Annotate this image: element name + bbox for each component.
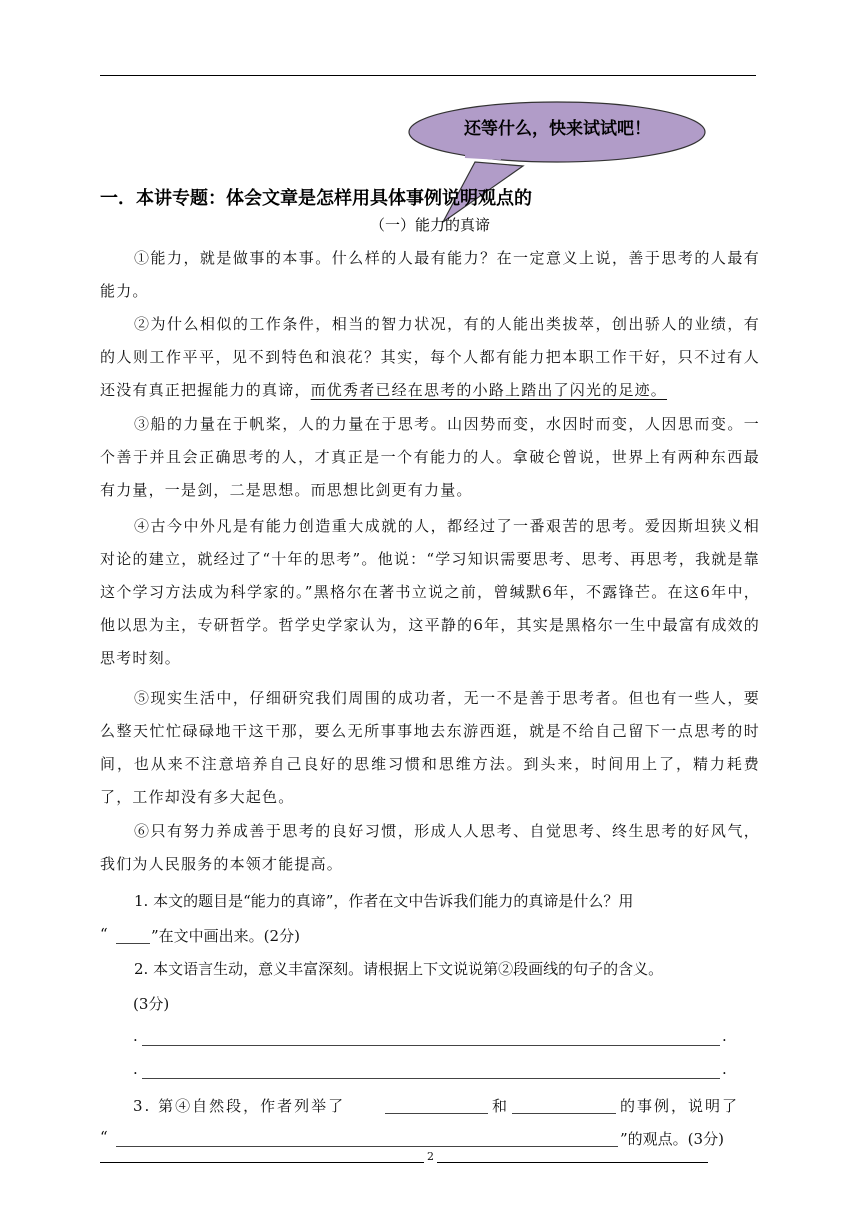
paragraph-5: ⑤现实生活中，仔细研究我们周围的成功者，无一不是善于思考者。但也有一些人，要么整天忙忙碌碌地干这干那，要么无所事事地去东游西逛，就是不给自己留下一点思考的时间，也从来不注意培养自己良好的思维习惯和思维方法。到头来，时间用上了，精力耗费了，工作却没有多大起色。	[100, 689, 760, 806]
paragraph-1: ①能力，就是做事的本事。什么样的人最有能力？在一定意义上说，善于思考的人最有能力。	[100, 249, 760, 300]
answer-line-2-dot: .	[133, 1060, 138, 1078]
question-3-and: 和	[492, 1097, 508, 1115]
answer-line-1[interactable]	[142, 1045, 720, 1046]
footer-rule	[100, 1162, 708, 1163]
question-1-open-quote: “	[100, 925, 108, 943]
answer-line-1-end-dot: .	[722, 1027, 727, 1045]
question-3-blank-2[interactable]	[512, 1113, 616, 1114]
question-1-line1: 1. 本文的题目是“能力的真谛”，作者在文中告诉我们能力的真谛是什么？用	[134, 892, 634, 910]
question-3-blank-3[interactable]	[116, 1146, 618, 1147]
paragraph-2-underlined-sentence: 而优秀者已经在思考的小路上踏出了闪光的足迹。	[310, 381, 668, 399]
paragraph-4: ④古今中外凡是有能力创造重大成就的人，都经过了一番艰苦的思考。爱因斯坦狭义相对论的建立，就经过了“十年的思考”。他说：“学习知识需要思考、思考、再思考，我就是靠这个学习方法成为科学家的。”黑格尔在著书立说之前，曾缄默6年，不露锋芒。在这6年中，他以思为主，专研哲学。哲学史学家认为，这平静的6年，其实是黑格尔一生中最富有成效的思考时刻。	[100, 517, 760, 667]
answer-line-2[interactable]	[142, 1078, 720, 1079]
answer-line-2-end-dot: .	[722, 1060, 727, 1078]
speech-bubble-join	[465, 156, 501, 158]
answer-line-1-dot: .	[133, 1027, 138, 1045]
speech-bubble-text: 还等什么，快来试试吧！	[464, 119, 651, 139]
article-title: （一）能力的真谛	[369, 216, 490, 234]
paragraph-3: ③船的力量在于帆桨，人的力量在于思考。山因势而变，水因时而变，人因思而变。一个善于并且会正确思考的人，才真正是一个有能力的人。拿破仑曾说，世界上有两种东西最有力量，一是剑，二是思想。而思想比剑更有力量。	[100, 415, 760, 499]
question-2-points: (3分)	[133, 995, 170, 1013]
paragraph-6: ⑥只有努力养成善于思考的良好习惯，形成人人思考、自觉思考、终生思考的好风气，我们为人民服务的本领才能提高。	[100, 822, 760, 873]
question-1-close: ”在文中画出来。(2分)	[151, 927, 300, 945]
question-3-blank-1[interactable]	[385, 1113, 488, 1114]
paragraph-2-text: ②为什么相似的工作条件，相当的智力状况，有的人能出类拔萃，创出骄人的业绩，有的人则工作平平，见不到特色和浪花？其实，每个人都有能力把本职工作干好，只不过有人还没有真正把握能力的真谛，	[100, 315, 760, 399]
paragraph-2	[100, 308, 760, 407]
question-3-prefix: 3. 第④自然段，作者列举了	[133, 1097, 346, 1115]
question-3-open-quote: “	[100, 1128, 108, 1146]
question-1-blank[interactable]	[116, 943, 150, 944]
page-number: 2	[424, 1150, 437, 1163]
question-3-suffix: 的事例，说明了	[620, 1097, 740, 1115]
header-rule	[100, 75, 756, 76]
question-2-line1: 2. 本文语言生动，意义丰富深刻。请根据上下文说说第②段画线的句子的含义。	[134, 960, 664, 978]
question-3-close: ”的观点。(3分)	[620, 1130, 724, 1148]
section-title: 一．本讲专题：体会文章是怎样用具体事例说明观点的	[100, 188, 532, 209]
